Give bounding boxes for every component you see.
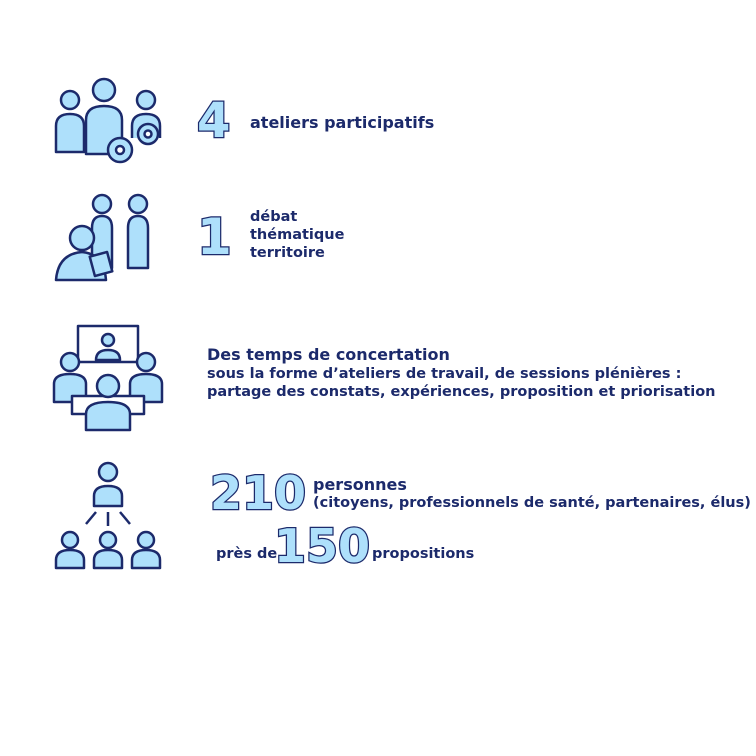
propositions-label: propositions	[372, 546, 475, 562]
debat-line-2: thématique	[250, 227, 345, 243]
propositions-number: 150	[274, 519, 371, 573]
debat-number: 1	[197, 208, 232, 266]
debat-line-1: débat	[250, 209, 298, 225]
team-gears-icon	[52, 76, 170, 168]
debate-icon	[52, 192, 158, 284]
propositions-prefix: près de	[216, 546, 278, 562]
personnes-number: 210	[210, 466, 307, 520]
personnes-detail: (citoyens, professionnels de santé, partenaires, élus)	[313, 495, 751, 511]
concertation-line-1: sous la forme d’ateliers de travail, de sessions plénières :	[207, 366, 682, 382]
ateliers-number: 4	[197, 93, 231, 149]
concertation-line-2: partage des constats, expériences, proposition et priorisation	[207, 384, 716, 400]
concertation-title: Des temps de concertation	[207, 345, 450, 364]
ateliers-label: ateliers participatifs	[250, 113, 435, 132]
network-people-icon	[52, 460, 164, 572]
meeting-screen-icon	[52, 322, 164, 432]
personnes-label: personnes	[313, 475, 407, 494]
debat-line-3: territoire	[250, 245, 325, 261]
